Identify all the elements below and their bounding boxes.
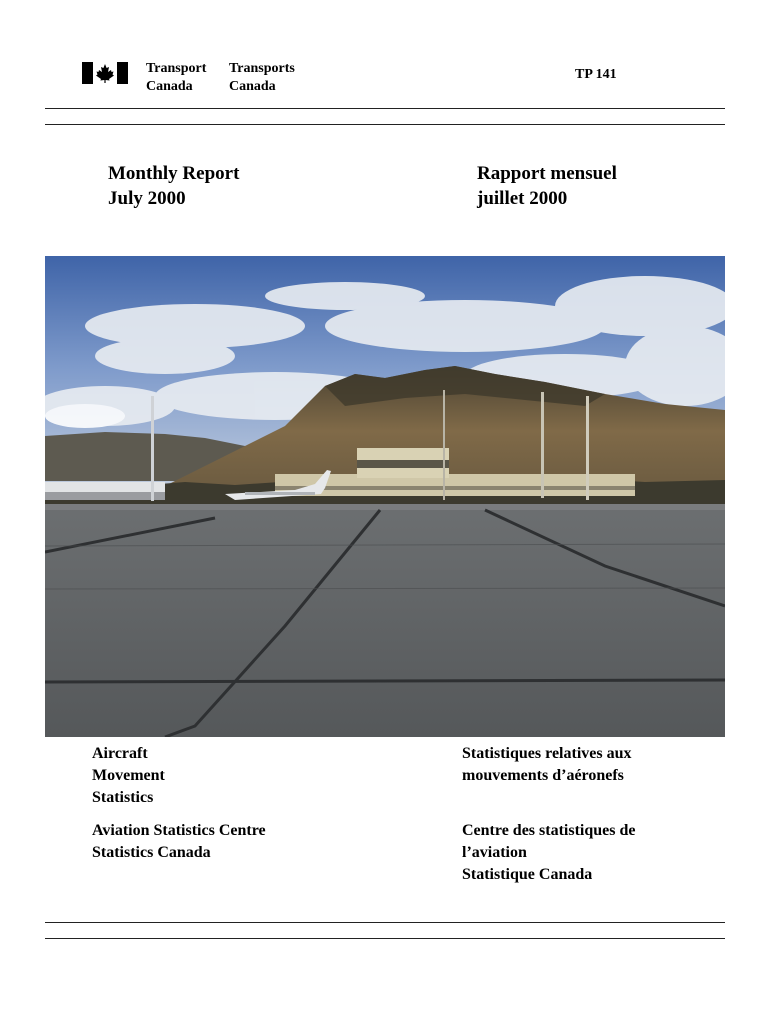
airport-apron-photo bbox=[45, 256, 725, 737]
subject-en: Aircraft Movement Statistics bbox=[92, 745, 165, 806]
subject-fr: Statistiques relatives aux mouvements d’aéronefs bbox=[462, 745, 632, 784]
producer-fr: Centre des statistiques de l’aviation Statistique Canada bbox=[462, 822, 636, 883]
header-divider-bottom bbox=[45, 124, 725, 125]
footer-divider-top bbox=[45, 922, 725, 923]
producer-en: Aviation Statistics Centre Statistics Canada bbox=[92, 822, 266, 861]
agency-name-fr: Transports Canada bbox=[229, 61, 295, 94]
header-divider-top bbox=[45, 108, 725, 109]
report-title-fr: Rapport mensuel juillet 2000 bbox=[477, 163, 617, 209]
canada-flag-icon bbox=[82, 62, 128, 84]
agency-name-en: Transport Canada bbox=[146, 61, 207, 94]
document-number: TP 141 bbox=[575, 67, 617, 82]
report-title-en: Monthly Report July 2000 bbox=[108, 163, 240, 209]
footer-divider-bottom bbox=[45, 938, 725, 939]
